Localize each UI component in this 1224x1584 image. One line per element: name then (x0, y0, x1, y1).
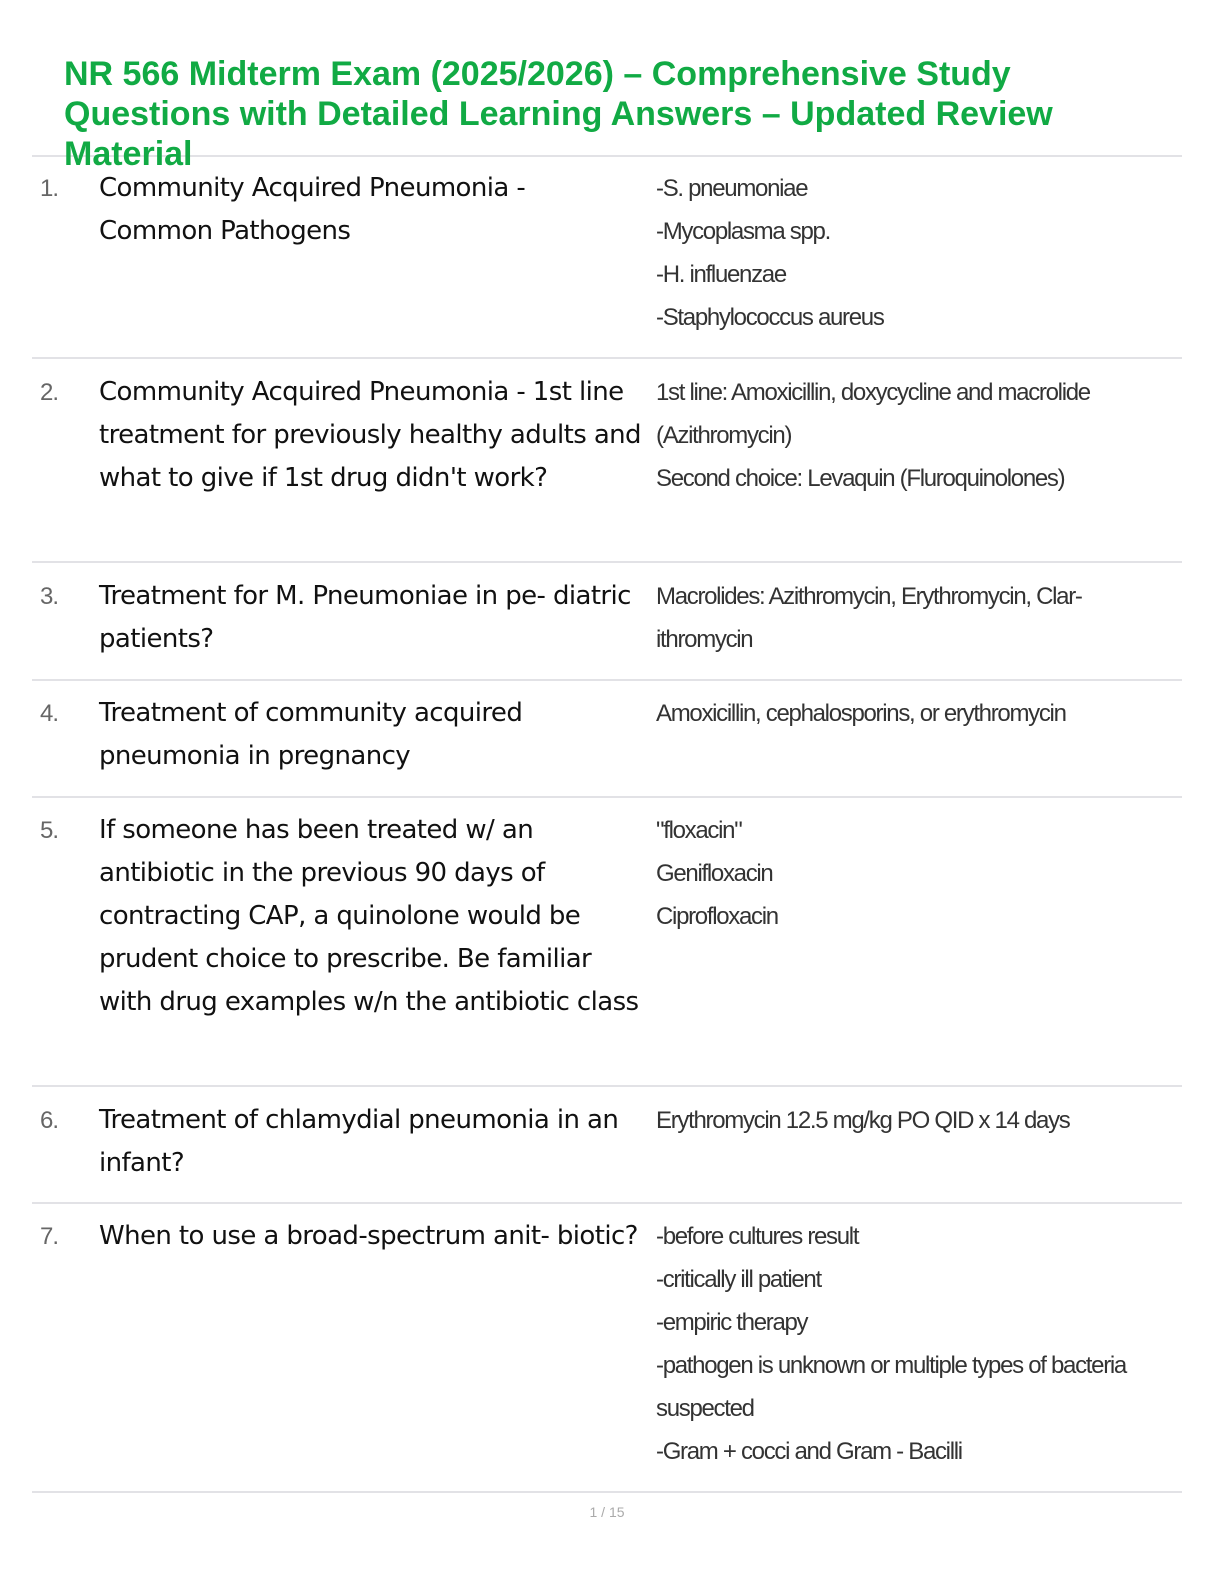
document-title: NR 566 Midterm Exam (2025/2026) – Comprehensive Study Questions with Detailed Learning Answers – Updated Review Material (64, 55, 1053, 173)
card-number: 2. (40, 379, 59, 406)
card-divider (32, 1491, 1182, 1493)
card-question (99, 167, 649, 253)
question-text: Community Acquired Pneumonia - Common Pathogens (99, 173, 526, 246)
answer-line: Ciprofloxacin (656, 903, 778, 930)
card-number: 6. (40, 1107, 59, 1134)
card-question: Treatment for M. Pneumoniae in pe- diatric patients? (99, 581, 631, 654)
card-answer (656, 1215, 1176, 1473)
card-number: 1. (40, 175, 59, 202)
answer-line: -H. influenzae (656, 261, 786, 288)
card-answer (656, 692, 1176, 735)
answer-line: -Mycoplasma spp. (656, 218, 830, 245)
card-answer (656, 371, 1176, 500)
card-question: If someone has been treated w/ an antibiotic in the previous 90 days of contracting CAP, a quinolone would be prudent choice to prescribe. Be familiar with drug examples w/n the antibiotic class (99, 815, 639, 1017)
card-divider (32, 679, 1182, 681)
card-number: 4. (40, 700, 59, 727)
card-answer (656, 167, 1176, 339)
answer-line: -empiric therapy (656, 1309, 808, 1336)
answer-line: -before cultures result (656, 1223, 859, 1250)
answer-line: Genifloxacin (656, 860, 773, 887)
answer-line: -Gram + cocci and Gram - Bacilli (656, 1438, 962, 1465)
answer-line: ithromycin (656, 626, 753, 653)
page-indicator: 1 / 15 (589, 1504, 625, 1520)
answer-line: suspected (656, 1395, 754, 1422)
card-divider (32, 1085, 1182, 1087)
card-question: Treatment of chlamydial pneumonia in an infant? (99, 1105, 619, 1178)
card-number: 7. (40, 1223, 59, 1250)
answer-line: Macrolides: Azithromycin, Erythromycin, Clar- (656, 583, 1082, 610)
answer-line: -S. pneumoniae (656, 175, 808, 202)
card-answer (656, 575, 1176, 661)
answer-line: Amoxicillin, cephalosporins, or erythromycin (656, 700, 1066, 727)
card-number: 3. (40, 583, 59, 610)
card-answer (656, 809, 1176, 938)
answer-line: Erythromycin 12.5 mg/kg PO QID x 14 days (656, 1107, 1070, 1134)
answer-line: "floxacin" (656, 817, 742, 844)
card-divider (32, 357, 1182, 359)
card-divider (32, 1202, 1182, 1204)
card-question: Treatment of community acquired pneumonia in pregnancy (99, 698, 523, 771)
card-question: When to use a broad-spectrum anit- biotic? (99, 1221, 638, 1251)
card-divider (32, 561, 1182, 563)
card-answer (656, 1099, 1176, 1142)
answer-line: -Staphylococcus aureus (656, 304, 884, 331)
answer-line: 1st line: Amoxicillin, doxycycline and macrolide (656, 379, 1090, 406)
answer-line: Second choice: Levaquin (Fluroquinolones) (656, 465, 1065, 492)
answer-line: -critically ill patient (656, 1266, 821, 1293)
card-question: Community Acquired Pneumonia - 1st line treatment for previously healthy adults and what to give if 1st drug didn't work? (99, 377, 641, 493)
answer-line: -pathogen is unknown or multiple types of bacteria (656, 1352, 1126, 1379)
card-number: 5. (40, 817, 59, 844)
card-divider (32, 796, 1182, 798)
answer-line: (Azithromycin) (656, 422, 792, 449)
